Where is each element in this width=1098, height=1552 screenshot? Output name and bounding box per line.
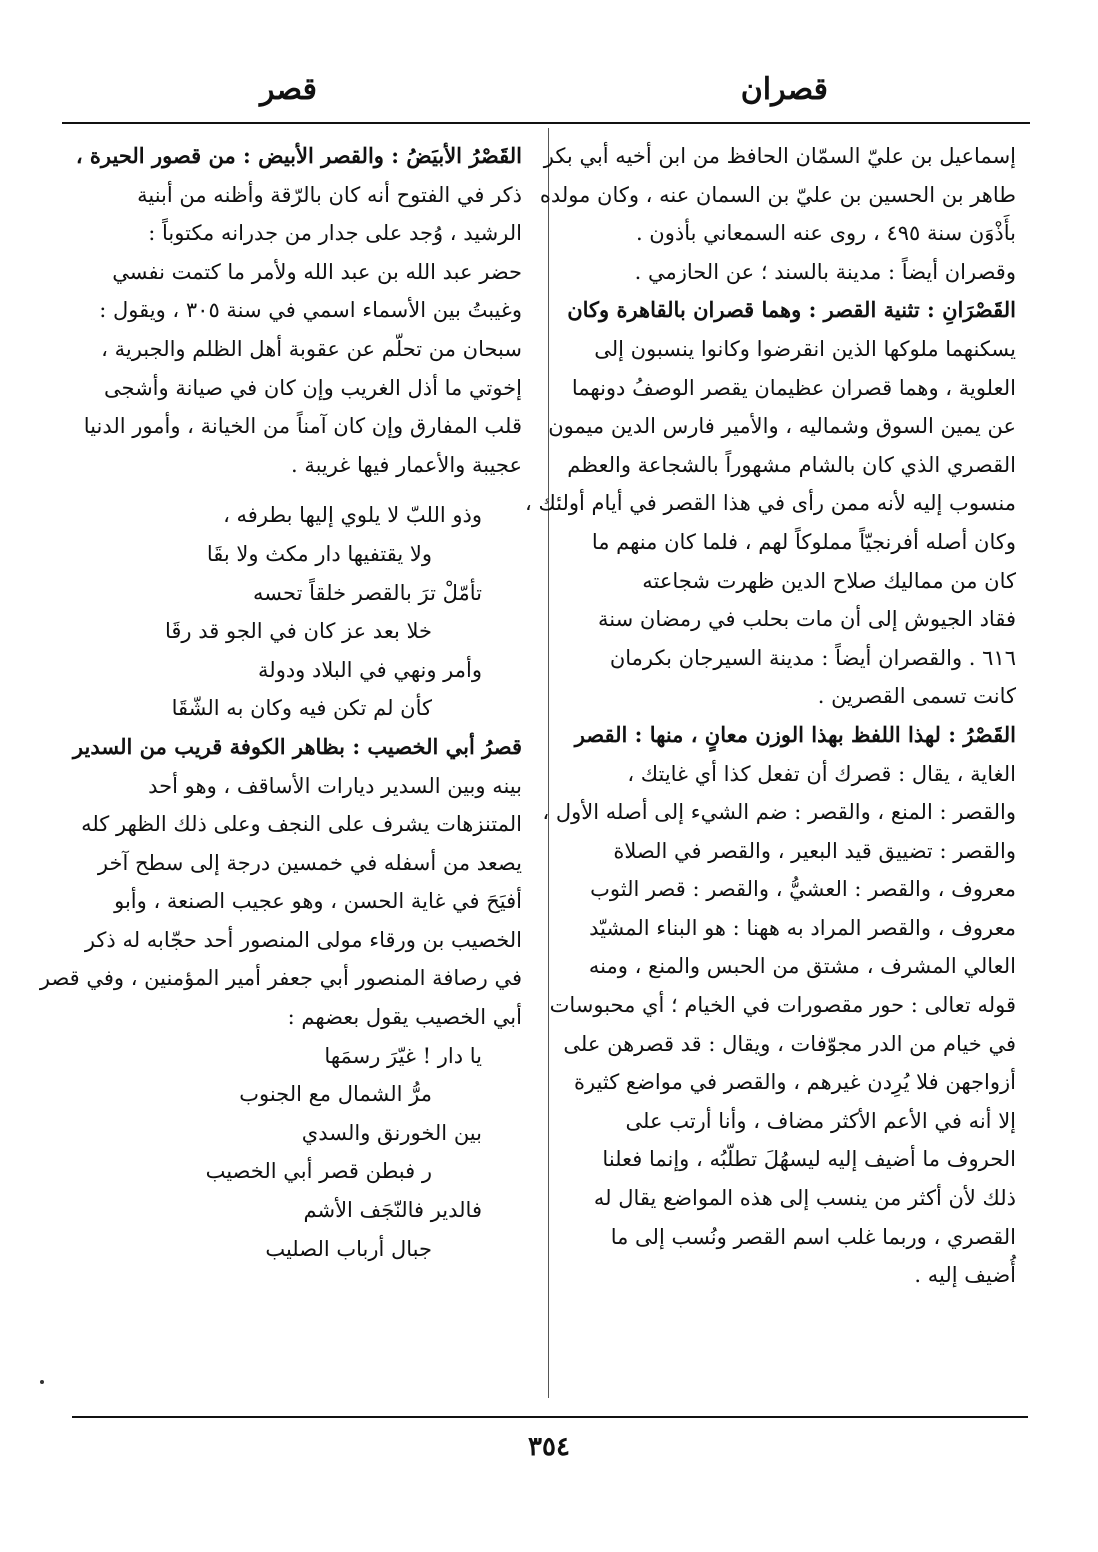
text-line: العلوية ، وهما قصران عظيمان يقصر الوصفُ دونهما bbox=[571, 375, 1016, 400]
ink-speck bbox=[40, 1380, 44, 1384]
verse-line: مرُّ الشمال مع الجنوب bbox=[239, 1082, 432, 1107]
text-line: إخوتي ما أذل الغريب وإن كان في صيانة وأشجى bbox=[104, 375, 522, 400]
text-line: عن يمين السوق وشماليه ، والأمير فارس الدين ميمون bbox=[548, 414, 1016, 439]
entry-white-palace: القَصْرُ الأبيَضُ : والقصر الأبيض : من قصور الحيرة ، bbox=[75, 143, 522, 168]
right-column bbox=[525, 137, 1016, 1295]
column-divider bbox=[548, 128, 549, 1398]
text-line: ٦١٦ . والقصران أيضاً : مدينة السيرجان بكرمان bbox=[609, 645, 1016, 670]
text-line: قوله تعالى : حور مقصورات في الخيام ؛ أي محبوسات bbox=[549, 993, 1016, 1018]
text-line: وقصران أيضاً : مدينة بالسند ؛ عن الحازمي . bbox=[634, 259, 1016, 284]
text-line: أزواجهن فلا يُرِدن غيرهم ، والقصر في مواضع كثيرة bbox=[573, 1070, 1016, 1095]
verse-line: وذو اللبّ لا يلوي إليها بطرفه ، bbox=[223, 503, 482, 528]
text-line: العالي المشرف ، مشتق من الحبس والمنع ، ومنه bbox=[588, 954, 1016, 979]
text-line: إسماعيل بن عليّ السمّان الحافظ من ابن أخيه أبي بكر bbox=[543, 144, 1016, 168]
entry-abu-khasib-palace: قصرُ أبي الخصيب : بظاهر الكوفة قريب من السدير bbox=[72, 733, 522, 759]
text-line: في خيام من الدر مجوّفات ، ويقال : قد قصرهن على bbox=[563, 1031, 1016, 1056]
text-line: كانت تسمى القصرين . bbox=[817, 684, 1016, 709]
verse-line: جبال أرباب الصليب bbox=[265, 1236, 432, 1261]
text-line: الغاية ، يقال : قصرك أن تفعل كذا أي غايتك ، bbox=[627, 761, 1016, 786]
text-line: الرشيد ، وُجد على جدار من جدرانه مكتوباً : bbox=[148, 221, 522, 246]
text-line: يصعد من أسفله في خمسين درجة إلى سطح آخر bbox=[97, 850, 522, 875]
verse-line: وأمر ونهي في البلاد ودولة bbox=[258, 657, 482, 682]
verse-line: بين الخورنق والسدي bbox=[301, 1120, 482, 1145]
text-line: طاهر بن الحسين بن عليّ بن السمان عنه ، وكان مولده bbox=[539, 182, 1016, 207]
text-line: عجيبة والأعمار فيها غريبة . bbox=[290, 452, 522, 477]
text-line: حضر عبد الله بن عبد الله ولأمر ما كتمت نفسي bbox=[112, 259, 522, 284]
verse-line: تأمّلْ ترَ بالقصر خلقاً تحسه bbox=[253, 580, 482, 605]
entry-qasran: القَصْرَانِ : تثنية القصر : وهما قصران بالقاهرة وكان bbox=[567, 297, 1016, 323]
running-header-right: قصران bbox=[740, 72, 828, 107]
text-line: إلا أنه في الأعم الأكثر مضاف ، وأنا أرتب على bbox=[625, 1108, 1016, 1133]
text-line: بينه وبين السدير ديارات الأساقف ، وهو أحد bbox=[148, 773, 522, 798]
text-line: القصري ، وربما غلب اسم القصر ونُسب إلى ما bbox=[610, 1224, 1016, 1249]
page-number: ٣٥٤ bbox=[528, 1432, 570, 1462]
verse-line: كأن لم تكن فيه وكان به الشّقَا bbox=[171, 696, 432, 721]
text-line: بأَذْوَن سنة ٤٩٥ ، روى عنه السمعاني بأذون . bbox=[635, 221, 1016, 246]
text-line: معروف ، والقصر : العشيُّ ، والقصر : قصر الثوب bbox=[590, 877, 1016, 902]
text-line: في رصافة المنصور أبي جعفر أمير المؤمنين ، وفي قصر bbox=[39, 966, 522, 991]
text-line: والقصر : المنع ، والقصر : ضم الشيء إلى أصله الأول ، bbox=[542, 800, 1016, 825]
text-line: قلب المفارق وإن كان آمناً من الخيانة ، وأمور الدنيا bbox=[83, 414, 522, 439]
verse-line: ولا يقتفيها دار مكث ولا بقَا bbox=[206, 541, 432, 566]
text-line: وغيبتُ بين الأسماء اسمي في سنة ٣٠٥ ، ويقول : bbox=[99, 298, 522, 323]
text-line: كان من مماليك صلاح الدين ظهرت شجاعته bbox=[642, 568, 1016, 593]
text-line: الخصيب بن ورقاء مولى المنصور أحد حجّابه له ذكر bbox=[84, 927, 522, 952]
text-line: الحروف ما أضيف إليه ليسهُلَ تطلّبُه ، وإنما فعلنا bbox=[602, 1147, 1016, 1172]
running-header-left: قصر bbox=[260, 72, 317, 107]
verse-line: يا دار ! غيّرَ رسمَها bbox=[324, 1043, 482, 1068]
text-line: ذكر في الفتوح أنه كان بالرّقة وأظنه من أبنية bbox=[137, 182, 522, 207]
text-line: سبحان من تحلّم عن عقوبة أهل الظلم والجبرية ، bbox=[101, 336, 522, 361]
footer-rule bbox=[72, 1416, 1028, 1418]
spacer bbox=[70, 484, 522, 496]
text-line: يسكنهما ملوكها الذين انقرضوا وكانوا ينسبون إلى bbox=[594, 336, 1016, 361]
verse-line: فالدير فالنّجَف الأشم bbox=[303, 1198, 482, 1223]
entry-qasr: القَصْرُ : لهذا اللفظ بهذا الوزن معانٍ ، منها : القصر bbox=[574, 721, 1016, 747]
text-line: فقاد الجيوش إلى أن مات بحلب في رمضان سنة bbox=[598, 607, 1016, 632]
text-line: وكان أصله أفرنجيّاً مملوكاً لهم ، فلما كان منهم ما bbox=[591, 529, 1016, 554]
text-line: معروف ، والقصر المراد به ههنا : هو البناء المشيّد bbox=[589, 915, 1016, 940]
text-line: القصري الذي كان بالشام مشهوراً بالشجاعة والعظم bbox=[567, 452, 1016, 477]
text-line: ذلك لأن أكثر من ينسب إلى هذه المواضع يقال له bbox=[593, 1186, 1016, 1211]
text-line: والقصر : تضييق قيد البعير ، والقصر في الصلاة bbox=[613, 838, 1016, 863]
text-line: منسوب إليه لأنه ممن رأى في هذا القصر في أيام أولئك ، bbox=[525, 491, 1016, 516]
text-line: أفيَحَ في غاية الحسن ، وهو عجيب الصنعة ، وأبو bbox=[114, 889, 522, 914]
left-column bbox=[39, 137, 522, 1268]
verse-line: ر فبطن قصر أبي الخصيب bbox=[205, 1159, 432, 1184]
header-rule bbox=[62, 122, 1030, 124]
text-line: المتنزهات يشرف على النجف وعلى ذلك الظهر كله bbox=[81, 812, 522, 837]
text-line: أُضيف إليه . bbox=[914, 1263, 1016, 1288]
verse-line: خلا بعد عز كان في الجو قد رقَا bbox=[165, 619, 432, 644]
text-line: أبي الخصيب يقول بعضهم : bbox=[287, 1005, 522, 1030]
